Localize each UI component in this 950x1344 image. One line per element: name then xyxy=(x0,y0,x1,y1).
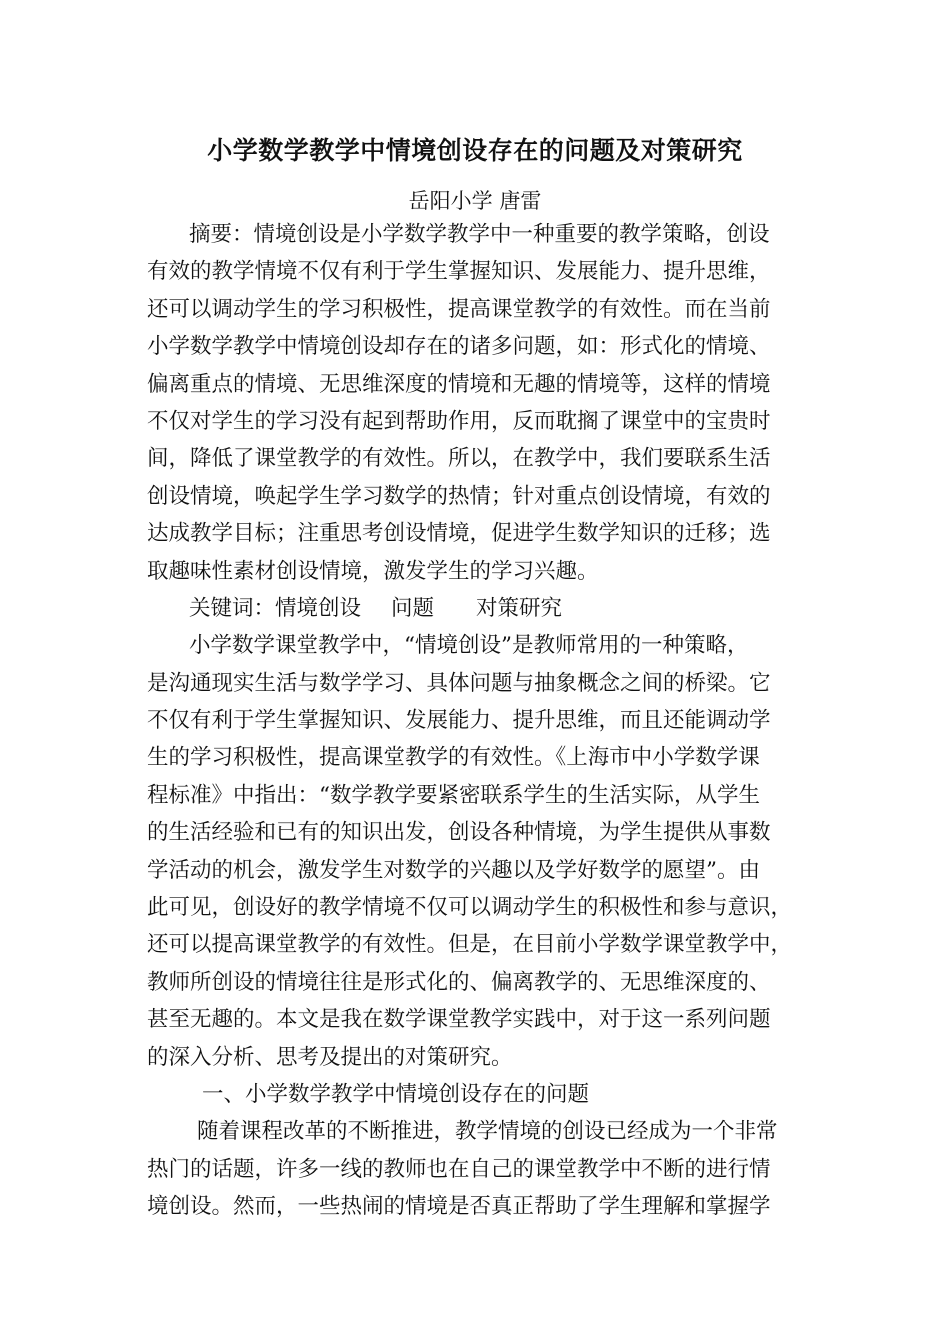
abstract-line: 有效的教学情境不仅有利于学生掌握知识、发展能力、提升思维， xyxy=(147,259,771,285)
abstract-line: 间，降低了课堂教学的有效性。所以，在教学中，我们要联系生活 xyxy=(147,446,771,472)
keyword-item: 问题 xyxy=(391,595,435,621)
abstract-line: 还可以调动学生的学习积极性，提高课堂教学的有效性。而在当前 xyxy=(147,296,771,322)
section1-line: 境创设。然而，一些热闹的情境是否真正帮助了学生理解和掌握学 xyxy=(147,1194,771,1220)
intro-line: 程标准》中指出：“数学教学要紧密联系学生的生活实际，从学生 xyxy=(147,782,760,808)
intro-line: 学活动的机会，激发学生对数学的兴趣以及学好数学的愿望”。由 xyxy=(147,857,760,883)
abstract-line: 取趣味性素材创设情境，激发学生的学习兴趣。 xyxy=(147,558,599,584)
abstract-line: 偏离重点的情境、无思维深度的情境和无趣的情境等，这样的情境 xyxy=(147,371,771,397)
abstract-line: 小学数学教学中情境创设却存在的诸多问题，如：形式化的情境、 xyxy=(147,334,771,360)
keywords-line xyxy=(147,590,827,627)
section1-line: 随着课程改革的不断推进，教学情境的创设已经成为一个非常 xyxy=(197,1119,778,1145)
intro-line: 是沟通现实生活与数学学习、具体问题与抽象概念之间的桥梁。它 xyxy=(147,670,771,696)
intro-line: 甚至无趣的。本文是我在数学课堂教学实践中，对于这一系列问题 xyxy=(147,1007,771,1033)
intro-line: 还可以提高课堂教学的有效性。但是，在目前小学数学课堂教学中， xyxy=(147,932,793,958)
abstract-line: 达成教学目标；注重思考创设情境，促进学生数学知识的迁移；选 xyxy=(147,521,771,547)
intro-line: 小学数学课堂教学中，“情境创设”是教师常用的一种策略， xyxy=(189,633,749,659)
keyword-item: 对策研究 xyxy=(476,595,563,621)
keywords-label: 关键词：情境创设 xyxy=(189,595,362,621)
intro-line: 此可见，创设好的教学情境不仅可以调动学生的积极性和参与意识， xyxy=(147,895,793,921)
abstract-line: 不仅对学生的学习没有起到帮助作用，反而耽搁了课堂中的宝贵时 xyxy=(147,408,771,434)
section1-line: 热门的话题，许多一线的教师也在自己的课堂教学中不断的进行情 xyxy=(147,1156,771,1182)
section-heading: 一、小学数学教学中情境创设存在的问题 xyxy=(202,1081,590,1107)
abstract-line: 创设情境，唤起学生学习数学的热情；针对重点创设情境，有效的 xyxy=(147,483,771,509)
abstract-paragraph xyxy=(147,216,827,590)
intro-line: 的深入分析、思考及提出的对策研究。 xyxy=(147,1044,513,1070)
intro-paragraph xyxy=(147,627,827,1076)
intro-line: 不仅有利于学生掌握知识、发展能力、提升思维，而且还能调动学 xyxy=(147,708,771,734)
document-body xyxy=(147,216,827,1226)
document-title: 小学数学教学中情境创设存在的问题及对策研究 xyxy=(207,136,743,165)
intro-line: 教师所创设的情境往往是形式化的、偏离教学的、无思维深度的、 xyxy=(147,969,771,995)
intro-line: 的生活经验和已有的知识出发，创设各种情境，为学生提供从事数 xyxy=(147,820,771,846)
intro-line: 生的学习积极性，提高课堂教学的有效性。《上海市中小学数学课 xyxy=(147,745,760,771)
section1-paragraph xyxy=(147,1113,827,1225)
abstract-line: 摘要：情境创设是小学数学教学中一种重要的教学策略，创设 xyxy=(189,222,770,247)
author-line: 岳阳小学 唐雷 xyxy=(408,189,542,213)
